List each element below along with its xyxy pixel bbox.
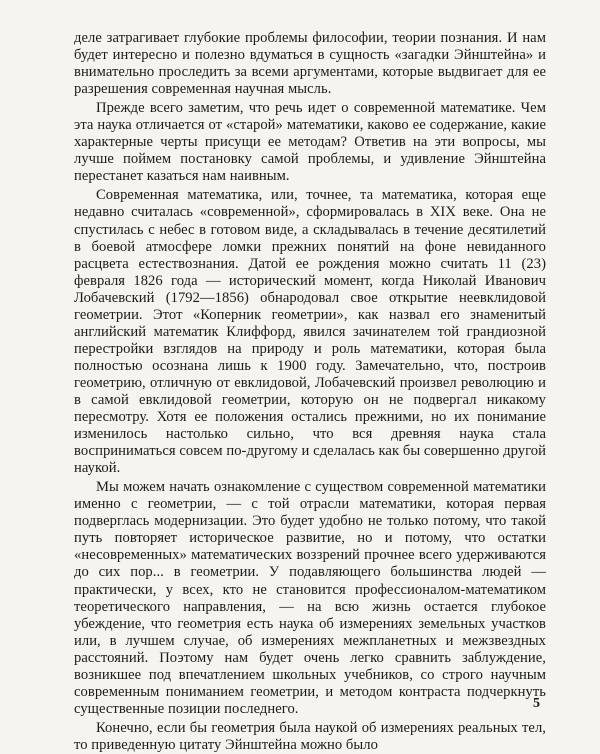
paragraph: Прежде всего заметим, что речь идет о современной математике. Чем эта наука отличается от «старой» математики, каково ее содержание, какие характерные черты присущи ее методам? Ответив на эти вопросы, мы лучше поймем постановку самой проблемы, и удивление Эйнштейна перестанет казаться нам наивным.	[74, 100, 546, 185]
paragraph: Современная математика, или, точнее, та математика, которая еще недавно считалась «современной», сформировалась в XIX веке. Она не спустилась с небес в готовом виде, а складывалась в течение десятилетий в боевой атмосфере ломки прежних понятий на фоне невиданного расцвета естествознания. Датой ее рождения можно считать 11 (23) февраля 1826 года — исторический момент, когда Николай Иванович Лобачевский (1792—1856) обнародовал свое открытие неевклидовой геометрии. Этот «Коперник геометрии», как назвал его знаменитый английский математик Клиффорд, явился зачинателем той грандиозной перестройки взглядов на природу и роль математики, которая была полностью осознана лишь к 1900 году. Замечательно, что, построив геометрию, отличную от евклидовой, Лобачевский произвел революцию и в самой евклидовой геометрии, которую он не подвергал никакому пересмотру. Хотя ее положения остались прежними, но их понимание изменилось настолько сильно, что вся древняя наука стала восприниматься совсем по-другому и сделалась как бы совершенно другой наукой.	[74, 187, 546, 477]
page-number: 5	[533, 696, 540, 711]
paragraph-continued: деле затрагивает глубокие проблемы философии, теории познания. И нам будет интересно и полезно вдуматься в сущность «загадки Эйнштейна» и внимательно проследить за всеми аргументами, которые выдвигает для ее разрешения современная научная мысль.	[74, 30, 546, 98]
paragraph: Мы можем начать ознакомление с существом современной математики именно с геометрии, — с той отрасли математики, которая первая подверглась модернизации. Это будет удобно не только потому, что такой путь повторяет историческое развитие, но и потому, что остатки «несовременных» математических воззрений прочнее всего удерживаются до сих пор... в геометрии. У подавляющего большинства людей — практически, у всех, кто не становится профессионалом-математиком теоретического направления, — на всю жизнь остается глубокое убеждение, что геометрия есть наука об измерениях земельных участков или, в лучшем случае, об измерениях межпланетных и межзвездных расстояний. Поэтому нам будет очень легко сравнить заблуждение, возникшее под впечатлением школьных учебников, со строго научным современным пониманием геометрии, и методом контраста подчеркнуть существенные позиции последнего.	[74, 479, 546, 717]
paragraph: Конечно, если бы геометрия была наукой об измерениях реальных тел, то приведенную цитату Эйнштейна можно было	[74, 719, 546, 753]
body-text	[74, 30, 546, 754]
